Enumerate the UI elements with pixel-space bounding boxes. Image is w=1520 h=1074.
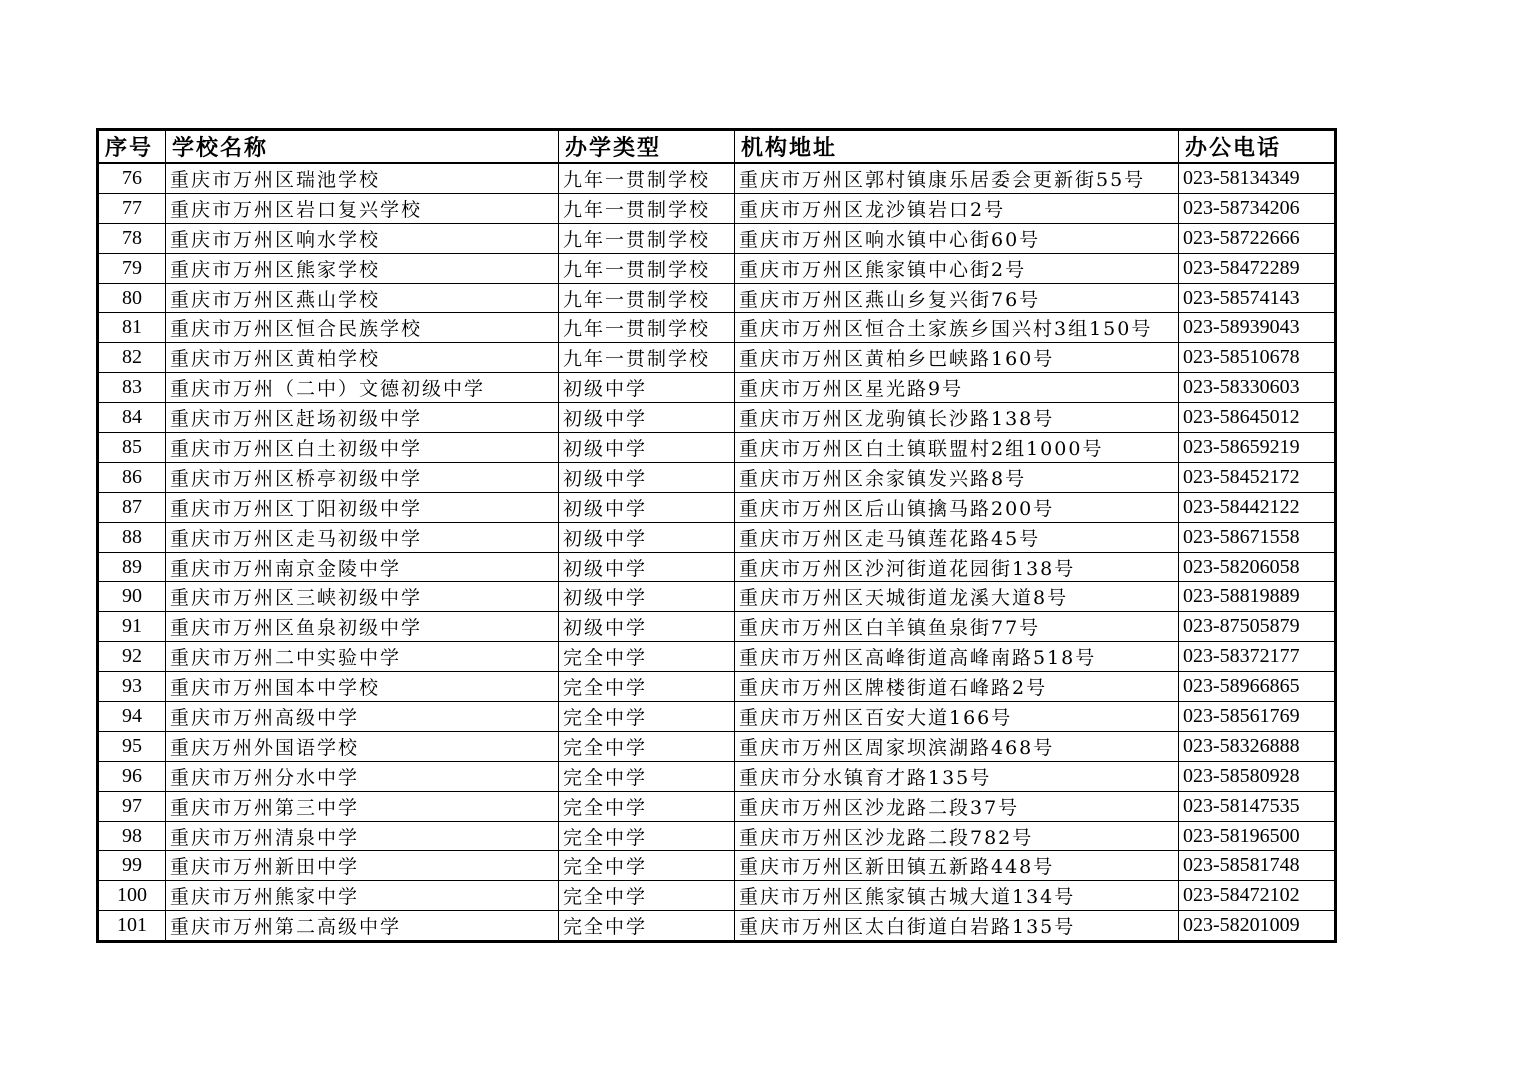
row-school-name: 重庆市万州熊家中学 [166, 881, 559, 911]
row-address: 重庆市万州区沙龙路二段37号 [735, 791, 1179, 821]
row-address: 重庆市万州区高峰街道高峰南路518号 [735, 642, 1179, 672]
header-phone: 办公电话 [1179, 130, 1336, 164]
table-row [98, 522, 1336, 552]
row-phone: 023-58330603 [1179, 373, 1336, 403]
table-row [98, 552, 1336, 582]
row-school-type: 九年一贯制学校 [559, 193, 735, 223]
row-address: 重庆市万州区沙河街道花园街138号 [735, 552, 1179, 582]
row-school-name: 重庆万州外国语学校 [166, 731, 559, 761]
row-address: 重庆市万州区熊家镇中心街2号 [735, 253, 1179, 283]
table-row [98, 373, 1336, 403]
row-school-type: 初级中学 [559, 612, 735, 642]
row-school-type: 初级中学 [559, 582, 735, 612]
row-address: 重庆市万州区新田镇五新路448号 [735, 851, 1179, 881]
table-row [98, 223, 1336, 253]
row-address: 重庆市万州区熊家镇古城大道134号 [735, 881, 1179, 911]
row-phone: 023-58581748 [1179, 851, 1336, 881]
table-row [98, 702, 1336, 732]
row-address: 重庆市万州区沙龙路二段782号 [735, 821, 1179, 851]
row-school-type: 完全中学 [559, 791, 735, 821]
row-school-name: 重庆市万州区白土初级中学 [166, 433, 559, 463]
row-index: 93 [98, 672, 166, 702]
row-address: 重庆市万州区后山镇擒马路200号 [735, 492, 1179, 522]
row-index: 91 [98, 612, 166, 642]
row-phone: 023-58201009 [1179, 911, 1336, 942]
header-index: 序号 [98, 130, 166, 164]
row-school-name: 重庆市万州区响水学校 [166, 223, 559, 253]
row-address: 重庆市万州区百安大道166号 [735, 702, 1179, 732]
row-school-name: 重庆市万州区恒合民族学校 [166, 313, 559, 343]
row-phone: 023-58442122 [1179, 492, 1336, 522]
row-address: 重庆市万州区燕山乡复兴街76号 [735, 283, 1179, 313]
row-phone: 023-58580928 [1179, 761, 1336, 791]
row-address: 重庆市万州区龙沙镇岩口2号 [735, 193, 1179, 223]
row-phone: 023-87505879 [1179, 612, 1336, 642]
row-index: 85 [98, 433, 166, 463]
table-row [98, 283, 1336, 313]
row-index: 96 [98, 761, 166, 791]
table-row [98, 881, 1336, 911]
row-phone: 023-58452172 [1179, 462, 1336, 492]
row-index: 79 [98, 253, 166, 283]
row-index: 98 [98, 821, 166, 851]
row-phone: 023-58472102 [1179, 881, 1336, 911]
row-index: 83 [98, 373, 166, 403]
row-school-type: 九年一贯制学校 [559, 163, 735, 193]
row-address: 重庆市万州区余家镇发兴路8号 [735, 462, 1179, 492]
row-index: 97 [98, 791, 166, 821]
table-row [98, 731, 1336, 761]
row-school-type: 完全中学 [559, 851, 735, 881]
row-index: 82 [98, 343, 166, 373]
table-row [98, 911, 1336, 942]
row-school-type: 完全中学 [559, 731, 735, 761]
row-index: 89 [98, 552, 166, 582]
row-phone: 023-58819889 [1179, 582, 1336, 612]
row-address: 重庆市万州区星光路9号 [735, 373, 1179, 403]
row-school-name: 重庆市万州国本中学校 [166, 672, 559, 702]
row-phone: 023-58472289 [1179, 253, 1336, 283]
row-school-name: 重庆市万州区三峡初级中学 [166, 582, 559, 612]
row-school-type: 完全中学 [559, 911, 735, 942]
row-index: 100 [98, 881, 166, 911]
school-list-sheet [96, 128, 1334, 943]
row-school-type: 完全中学 [559, 881, 735, 911]
row-index: 94 [98, 702, 166, 732]
header-address: 机构地址 [735, 130, 1179, 164]
row-school-name: 重庆市万州区赶场初级中学 [166, 403, 559, 433]
row-phone: 023-58939043 [1179, 313, 1336, 343]
row-school-name: 重庆市万州分水中学 [166, 761, 559, 791]
row-school-name: 重庆市万州区丁阳初级中学 [166, 492, 559, 522]
table-row [98, 851, 1336, 881]
table-row [98, 761, 1336, 791]
row-address: 重庆市万州区太白街道白岩路135号 [735, 911, 1179, 942]
row-phone: 023-58510678 [1179, 343, 1336, 373]
row-phone: 023-58134349 [1179, 163, 1336, 193]
row-school-type: 九年一贯制学校 [559, 313, 735, 343]
row-phone: 023-58659219 [1179, 433, 1336, 463]
row-phone: 023-58671558 [1179, 522, 1336, 552]
row-school-type: 初级中学 [559, 403, 735, 433]
row-index: 101 [98, 911, 166, 942]
table-row [98, 612, 1336, 642]
row-school-type: 初级中学 [559, 433, 735, 463]
row-phone: 023-58326888 [1179, 731, 1336, 761]
row-school-type: 完全中学 [559, 761, 735, 791]
row-index: 76 [98, 163, 166, 193]
header-school-name: 学校名称 [166, 130, 559, 164]
row-index: 84 [98, 403, 166, 433]
row-school-name: 重庆市万州（二中）文德初级中学 [166, 373, 559, 403]
row-address: 重庆市万州区龙驹镇长沙路138号 [735, 403, 1179, 433]
row-school-type: 初级中学 [559, 522, 735, 552]
row-school-type: 完全中学 [559, 702, 735, 732]
row-school-name: 重庆市万州二中实验中学 [166, 642, 559, 672]
row-school-type: 初级中学 [559, 552, 735, 582]
table-header-row [98, 130, 1336, 164]
row-address: 重庆市万州区郭村镇康乐居委会更新街55号 [735, 163, 1179, 193]
row-school-name: 重庆市万州第三中学 [166, 791, 559, 821]
row-school-type: 九年一贯制学校 [559, 253, 735, 283]
row-index: 80 [98, 283, 166, 313]
table-row [98, 642, 1336, 672]
row-address: 重庆市万州区走马镇莲花路45号 [735, 522, 1179, 552]
row-school-name: 重庆市万州第二高级中学 [166, 911, 559, 942]
row-phone: 023-58147535 [1179, 791, 1336, 821]
row-school-name: 重庆市万州区岩口复兴学校 [166, 193, 559, 223]
row-phone: 023-58372177 [1179, 642, 1336, 672]
row-school-name: 重庆市万州清泉中学 [166, 821, 559, 851]
row-index: 99 [98, 851, 166, 881]
row-school-name: 重庆市万州区桥亭初级中学 [166, 462, 559, 492]
row-address: 重庆市万州区恒合土家族乡国兴村3组150号 [735, 313, 1179, 343]
row-school-type: 九年一贯制学校 [559, 283, 735, 313]
table-body [98, 163, 1336, 942]
row-school-name: 重庆市万州南京金陵中学 [166, 552, 559, 582]
row-school-name: 重庆市万州区熊家学校 [166, 253, 559, 283]
row-address: 重庆市万州区周家坝滨湖路468号 [735, 731, 1179, 761]
school-table [96, 128, 1337, 943]
row-school-name: 重庆市万州区走马初级中学 [166, 522, 559, 552]
row-school-type: 初级中学 [559, 462, 735, 492]
row-phone: 023-58574143 [1179, 283, 1336, 313]
table-row [98, 462, 1336, 492]
row-school-type: 九年一贯制学校 [559, 223, 735, 253]
row-school-type: 九年一贯制学校 [559, 343, 735, 373]
row-index: 90 [98, 582, 166, 612]
table-row [98, 403, 1336, 433]
row-school-name: 重庆市万州区黄柏学校 [166, 343, 559, 373]
table-row [98, 672, 1336, 702]
row-phone: 023-58734206 [1179, 193, 1336, 223]
row-phone: 023-58966865 [1179, 672, 1336, 702]
row-school-name: 重庆市万州区瑞池学校 [166, 163, 559, 193]
row-index: 86 [98, 462, 166, 492]
row-school-type: 初级中学 [559, 492, 735, 522]
row-phone: 023-58561769 [1179, 702, 1336, 732]
row-address: 重庆市万州区响水镇中心街60号 [735, 223, 1179, 253]
row-address: 重庆市万州区白羊镇鱼泉街77号 [735, 612, 1179, 642]
table-row [98, 163, 1336, 193]
row-index: 87 [98, 492, 166, 522]
table-row [98, 193, 1336, 223]
row-address: 重庆市分水镇育才路135号 [735, 761, 1179, 791]
row-school-name: 重庆市万州高级中学 [166, 702, 559, 732]
table-row [98, 582, 1336, 612]
row-school-name: 重庆市万州区燕山学校 [166, 283, 559, 313]
table-row [98, 791, 1336, 821]
row-school-name: 重庆市万州新田中学 [166, 851, 559, 881]
row-phone: 023-58645012 [1179, 403, 1336, 433]
row-index: 95 [98, 731, 166, 761]
row-address: 重庆市万州区天城街道龙溪大道8号 [735, 582, 1179, 612]
row-address: 重庆市万州区牌楼街道石峰路2号 [735, 672, 1179, 702]
row-phone: 023-58722666 [1179, 223, 1336, 253]
row-index: 88 [98, 522, 166, 552]
table-row [98, 343, 1336, 373]
row-phone: 023-58196500 [1179, 821, 1336, 851]
row-school-type: 完全中学 [559, 821, 735, 851]
table-row [98, 253, 1336, 283]
table-row [98, 433, 1336, 463]
row-phone: 023-58206058 [1179, 552, 1336, 582]
row-address: 重庆市万州区黄柏乡巴峡路160号 [735, 343, 1179, 373]
row-school-type: 初级中学 [559, 373, 735, 403]
table-row [98, 492, 1336, 522]
table-row [98, 821, 1336, 851]
row-index: 78 [98, 223, 166, 253]
row-school-type: 完全中学 [559, 642, 735, 672]
row-index: 81 [98, 313, 166, 343]
row-address: 重庆市万州区白土镇联盟村2组1000号 [735, 433, 1179, 463]
header-school-type: 办学类型 [559, 130, 735, 164]
table-row [98, 313, 1336, 343]
row-index: 77 [98, 193, 166, 223]
row-school-type: 完全中学 [559, 672, 735, 702]
row-school-name: 重庆市万州区鱼泉初级中学 [166, 612, 559, 642]
row-index: 92 [98, 642, 166, 672]
